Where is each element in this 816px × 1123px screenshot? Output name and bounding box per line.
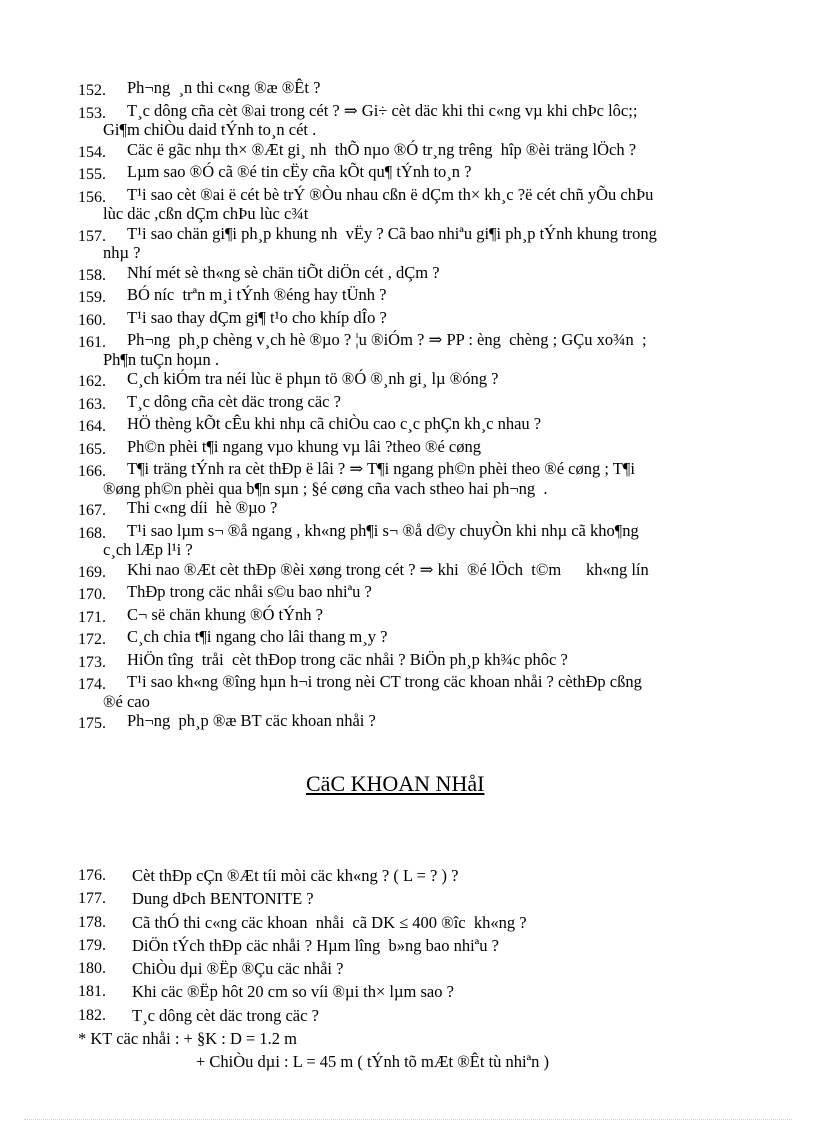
question-text: DiÖn tÝch thÐp cäc nhåi ? Hµm lîng b»ng bao nhiªu ?	[132, 935, 499, 955]
question-number: 178.	[78, 913, 106, 931]
question-item	[78, 459, 768, 498]
question-item	[78, 369, 768, 392]
question-number: 171.	[78, 608, 106, 626]
question-text: Dung dÞch BENTONITE ?	[132, 889, 314, 909]
question-text: Thi c«ng díi hè ®µo ?	[127, 498, 278, 517]
question-text: Ph¬ng ph¸p chèng v¸ch hè ®µo ? ¦u ®iÓm ? ⇒ PP : èng chèng ; GÇu xo¾n ;	[127, 330, 647, 349]
question-item	[78, 308, 768, 331]
question-text: T¸c dông cña cèt däc trong cäc ?	[127, 391, 341, 411]
question-text: C¬ së chän khung ®Ó tÝnh ?	[127, 604, 323, 624]
question-number: 182.	[78, 1006, 106, 1024]
question-text: T¹i sao chän gi¶i ph¸p khung nh vËy ? Cã bao nhiªu gi¶i ph¸p tÝnh khung trong	[127, 223, 657, 243]
question-text: Cã thÓ thi c«ng cäc khoan nhåi cã DK ≤ 400 ®îc kh«ng ?	[132, 912, 527, 932]
question-number: 161.	[78, 334, 106, 351]
question-text-continued: Ph¶n tuÇn hoµn .	[103, 349, 219, 369]
question-number: 167.	[78, 502, 106, 519]
question-number: 163.	[78, 395, 106, 413]
question-text: Khi nao ®Æt cèt thÐp ®èi xøng trong cét ? ⇒ khi ®é lÖch t©m kh«ng lín	[127, 559, 649, 579]
question-item	[78, 263, 768, 286]
question-text: Khi cäc ®Ëp hôt 20 cm so víi ®µi th× lµm sao ?	[132, 982, 454, 1002]
question-item	[78, 980, 768, 1003]
question-text: T¸c dông cña cèt ®ai trong cét ? ⇒ Gi÷ cèt däc khi thi c«ng vµ khi chÞc lôc;;	[127, 100, 638, 120]
question-text-wrap	[127, 605, 768, 625]
question-number: 172.	[78, 631, 106, 648]
question-text: T¹i sao cèt ®ai ë cét bè trÝ ®Òu nhau cßn ë dÇm th× kh¸c ?ë cét chñ yÕu chÞu	[127, 184, 654, 204]
question-number: 169.	[78, 563, 106, 581]
question-number: 160.	[78, 311, 106, 329]
question-text: Ph¬ng ph¸p ®æ BT cäc khoan nhåi ?	[127, 711, 376, 730]
question-text-continued: nhµ ?	[103, 243, 141, 262]
question-item	[78, 650, 768, 673]
question-item	[78, 285, 768, 308]
question-text: ChiÒu dµi ®Ëp ®Çu cäc nhåi ?	[132, 959, 344, 979]
question-text: T¸c dông cèt däc trong cäc ?	[132, 1005, 319, 1025]
question-number: 165.	[78, 440, 106, 458]
question-text-wrap	[127, 437, 768, 457]
question-text-continued: Gi¶m chiÒu daid tÝnh to¸n cét .	[103, 120, 317, 139]
question-text: C¸ch kiÓm tra néi lùc ë phµn tö ®Ó ®¸nh gi¸ lµ ®óng ?	[127, 369, 499, 388]
question-text-wrap	[127, 498, 768, 518]
question-text: Ph©n phèi t¶i ngang vµo khung vµ lâi ?theo ®é cøng	[127, 436, 482, 456]
question-number: 170.	[78, 586, 106, 603]
question-text-wrap	[127, 369, 768, 389]
question-text-wrap	[103, 330, 768, 369]
question-item	[78, 437, 768, 460]
question-number: 166.	[78, 463, 106, 480]
question-text: T¹i sao lµm s¬ ®å ngang , kh«ng ph¶i s¬ ®å d©y chuyÒn khi nhµ cã kho¶ng	[127, 520, 639, 540]
note-line-1: * KT cäc nhåi : + §K : D = 1.2 m	[78, 1029, 298, 1049]
question-item	[78, 711, 768, 734]
question-number: 157.	[78, 227, 106, 245]
question-number: 158.	[78, 266, 106, 284]
question-text: T¹i sao thay dÇm gi¶ t¹o cho khíp dÎo ?	[127, 307, 387, 327]
question-text: Cèt thÐp cÇn ®Æt tíi mòi cäc kh«ng ? ( L = ? ) ?	[132, 866, 459, 885]
question-list-part2	[78, 864, 768, 1073]
question-text: HiÖn tîng tråi cèt thÐop trong cäc nhåi ? BiÖn ph¸p kh¾c phôc ?	[127, 649, 568, 669]
question-text-wrap	[127, 285, 768, 305]
question-item	[78, 162, 768, 185]
question-item	[78, 627, 768, 650]
question-text: ThÐp trong cäc nhåi s©u bao nhiªu ?	[127, 582, 372, 601]
question-text-wrap	[127, 78, 768, 98]
question-number: 164.	[78, 418, 106, 435]
question-text: T¶i träng tÝnh ra cèt thÐp ë lâi ? ⇒ T¶i ngang ph©n phèi theo ®é cøng ; T¶i	[127, 459, 635, 478]
question-text-wrap	[103, 672, 768, 711]
question-number: 176.	[78, 867, 106, 884]
question-item	[78, 934, 768, 957]
question-item	[78, 414, 768, 437]
question-item	[78, 224, 768, 263]
question-text-wrap	[103, 520, 768, 560]
question-item	[78, 392, 768, 415]
question-text-wrap	[127, 392, 768, 412]
question-number: 180.	[78, 960, 106, 978]
page-bottom-rule	[24, 1119, 792, 1120]
question-number: 155.	[78, 166, 106, 183]
question-number: 181.	[78, 983, 106, 1001]
note-line-2: + ChiÒu dµi : L = 45 m ( tÝnh tõ mÆt ®Êt tù nhiªn )	[196, 1052, 550, 1072]
question-text-wrap	[127, 627, 768, 647]
question-text-wrap	[103, 459, 768, 498]
question-number: 162.	[78, 373, 106, 390]
section-heading: CäC KHOAN NHåI	[306, 771, 485, 796]
question-item	[78, 330, 768, 369]
question-item	[78, 957, 768, 980]
question-item	[78, 140, 768, 163]
question-number: 175.	[78, 715, 106, 732]
question-number: 174.	[78, 676, 106, 693]
question-text-continued: ®é cao	[103, 691, 150, 711]
question-number: 168.	[78, 524, 106, 542]
question-text-wrap	[127, 308, 768, 328]
question-item	[78, 582, 768, 605]
question-item	[78, 887, 768, 910]
question-item	[78, 521, 768, 560]
question-text: Cäc ë gãc nhµ th× ®Æt gi¸ nh thÕ nµo ®Ó tr¸ng trêng hîp ®èi träng lÖch ?	[127, 139, 637, 159]
question-item	[78, 605, 768, 628]
question-number: 153.	[78, 104, 106, 122]
question-text: BÓ níc trªn m¸i tÝnh ®éng hay tÜnh ?	[127, 285, 387, 304]
question-text-wrap	[127, 162, 768, 182]
question-text-continued: lùc däc ,cßn dÇm chÞu lùc c¾t	[103, 204, 309, 223]
question-text-wrap	[103, 100, 768, 140]
question-text-wrap	[127, 711, 768, 731]
question-text-wrap	[127, 414, 768, 434]
question-item	[78, 185, 768, 224]
question-item	[78, 498, 768, 521]
question-number: 177.	[78, 890, 106, 908]
question-text-wrap	[103, 184, 768, 224]
question-text: C¸ch chia t¶i ngang cho lâi thang m¸y ?	[127, 627, 388, 646]
question-text: T¹i sao kh«ng ®îng hµn h¬i trong nèi CT trong cäc khoan nhåi ? cèthÐp cßng	[127, 672, 642, 691]
question-text: Nhí mét sè th«ng sè chän tiÕt diÖn cét , dÇm ?	[127, 262, 440, 282]
question-text-wrap	[127, 650, 768, 670]
question-text: Ph¬ng ¸n thi c«ng ®æ ®Êt ?	[127, 78, 321, 97]
question-item	[78, 672, 768, 711]
question-text-continued: c¸ch lÆp l¹i ?	[103, 540, 193, 559]
question-text: HÖ thèng kÕt cÊu khi nhµ cã chiÒu cao c¸c phÇn kh¸c nhau ?	[127, 414, 542, 433]
question-item	[78, 560, 768, 583]
question-text-continued: ®øng ph©n phèi qua b¶n sµn ; §é cøng cña vach stheo hai ph¬ng .	[103, 478, 548, 498]
question-text-wrap	[127, 263, 768, 283]
question-number: 156.	[78, 188, 106, 206]
question-number: 173.	[78, 653, 106, 671]
question-item	[78, 101, 768, 140]
question-text-wrap	[127, 560, 768, 580]
question-item	[78, 1004, 768, 1027]
question-list-part1	[78, 78, 768, 734]
question-number: 179.	[78, 936, 106, 954]
question-text-wrap	[103, 223, 768, 263]
question-item	[78, 864, 768, 887]
question-item	[78, 911, 768, 934]
question-text: Lµm sao ®Ó cã ®é tin cËy cña kÕt qu¶ tÝnh to¸n ?	[127, 162, 472, 181]
question-number: 154.	[78, 143, 106, 161]
question-number: 152.	[78, 82, 106, 99]
question-item	[78, 78, 768, 101]
question-text-wrap	[127, 582, 768, 602]
question-number: 159.	[78, 289, 106, 306]
question-text-wrap	[127, 140, 768, 160]
